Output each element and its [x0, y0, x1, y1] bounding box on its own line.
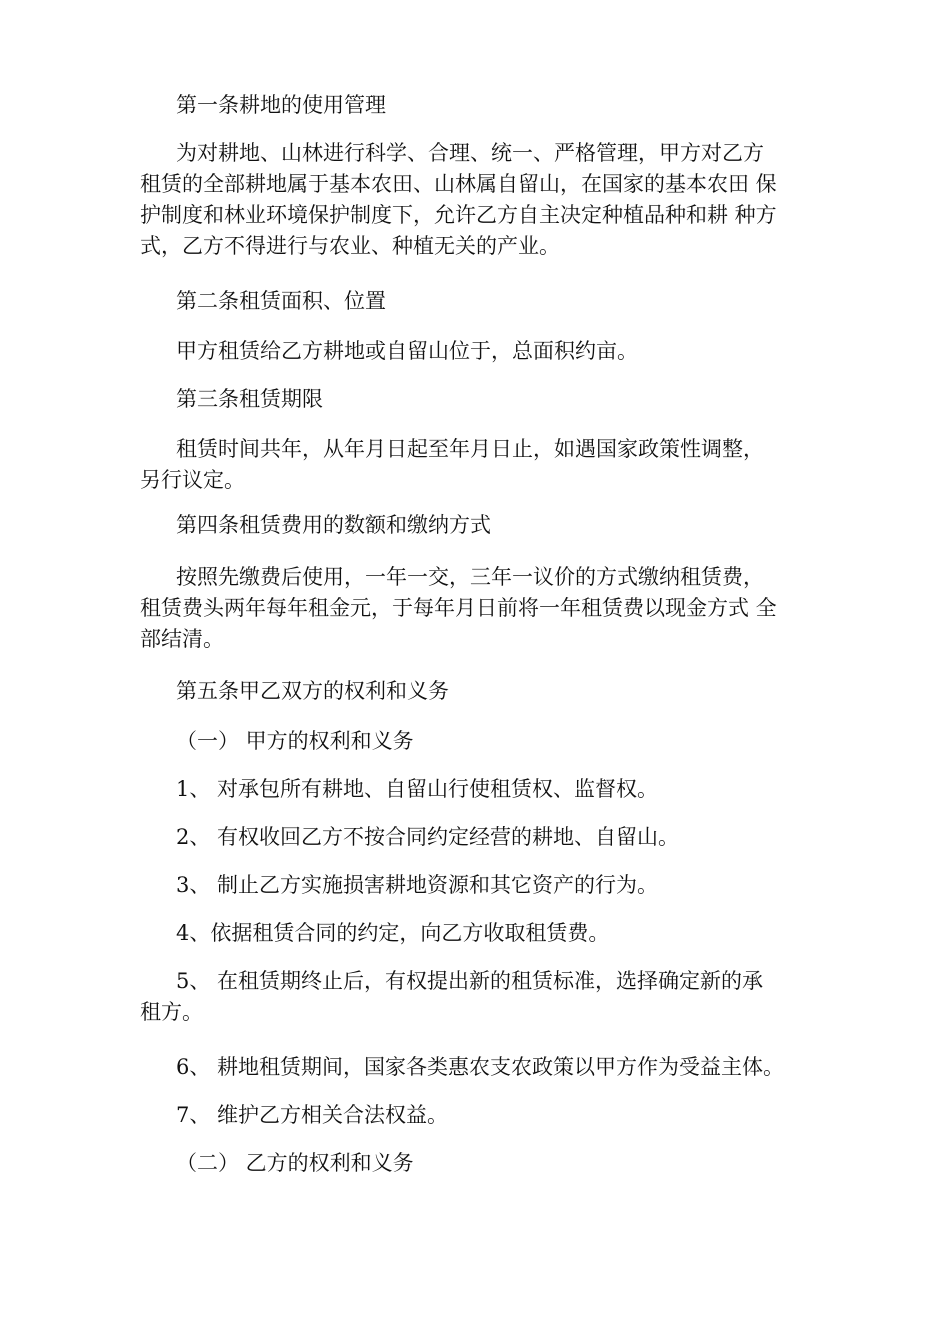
party-a-item-3: 3、 制止乙方实施损害耕地资源和其它资产的行为。: [176, 873, 659, 897]
article-1-body: 为对耕地、山林进行科学、合理、统一、严格管理，甲方对乙方 租赁的全部耕地属于基本农田、山林属自留山，在国家的基本农田 保 护制度和林业环境保护制度下，允许乙方自主决定种植品种和耕 种方 式，乙方不得进行与农业、种植无关的产业。: [140, 141, 777, 258]
article-4-body: 按照先缴费后使用，一年一交，三年一议价的方式缴纳租赁费， 租赁费头两年每年租金元，于每年月日前将一年租赁费以现金方式 全 部结清。: [140, 565, 777, 651]
party-a-item-2: 2、 有权收回乙方不按合同约定经营的耕地、自留山。: [176, 825, 680, 849]
article-5-heading: 第五条甲乙双方的权利和义务: [176, 679, 449, 703]
party-a-item-6: 6、 耕地租赁期间，国家各类惠农支农政策以甲方作为受益主体。: [176, 1055, 785, 1079]
party-a-item-5: 5、 在租赁期终止后，有权提出新的租赁标准，选择确定新的承 租方。: [140, 969, 764, 1024]
party-a-item-7: 7、 维护乙方相关合法权益。: [176, 1103, 449, 1127]
article-3-heading: 第三条租赁期限: [176, 387, 323, 411]
article-2-body: 甲方租赁给乙方耕地或自留山位于，总面积约亩。: [176, 339, 638, 363]
party-a-item-4: 4、依据租赁合同的约定，向乙方收取租赁费。: [176, 921, 610, 945]
party-b-heading: （二） 乙方的权利和义务: [176, 1151, 414, 1175]
article-4-heading: 第四条租赁费用的数额和缴纳方式: [176, 513, 491, 537]
party-a-item-1: 1、 对承包所有耕地、自留山行使租赁权、监督权。: [176, 777, 659, 801]
article-2-heading: 第二条租赁面积、位置: [176, 289, 386, 313]
party-a-heading: （一） 甲方的权利和义务: [176, 729, 414, 753]
article-1-heading: 第一条耕地的使用管理: [176, 93, 386, 117]
article-3-body: 租赁时间共年，从年月日起至年月日止，如遇国家政策性调整， 另行议定。: [140, 437, 764, 492]
